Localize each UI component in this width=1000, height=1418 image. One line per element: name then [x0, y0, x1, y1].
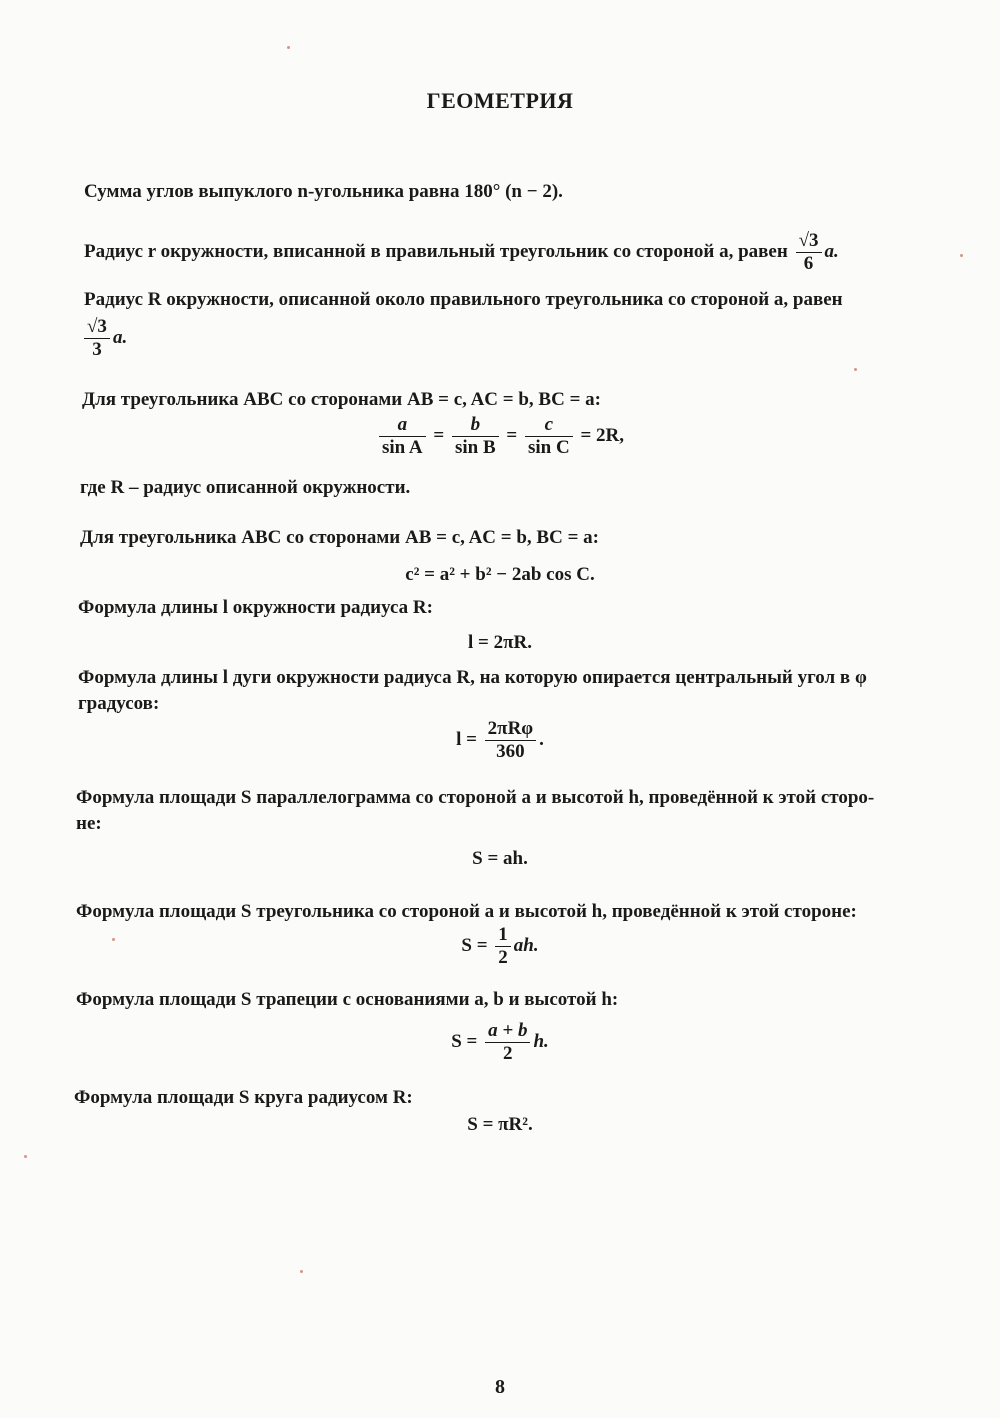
arc-intro-line-1: Формула длины l дуги окружности радиуса R, на которую опирается центральный угол в φ — [78, 667, 867, 688]
paper-speck — [112, 938, 115, 941]
fraction-denominator: sin C — [527, 437, 570, 458]
inscribed-radius-line — [84, 230, 839, 275]
arc-tail: . — [539, 728, 544, 750]
circumscribed-radius-formula — [84, 316, 127, 361]
fraction-numerator: a + b — [485, 1020, 530, 1043]
circumference-intro: Формула длины l окружности радиуса R: — [78, 597, 433, 618]
sine-law-note: где R – радиус описанной окружности. — [80, 477, 411, 498]
triangle-area-fraction — [495, 924, 511, 969]
inscribed-radius-fraction — [796, 230, 822, 275]
fraction-denominator: 2 — [498, 947, 508, 968]
inscribed-radius-text: Радиус r окружности, вписанной в правильный треугольник со стороной a, равен — [84, 240, 788, 262]
fraction-numerator: a — [379, 414, 426, 437]
arc-formula — [0, 718, 1000, 763]
trapezoid-tail: h. — [533, 1030, 549, 1052]
sine-law-formula: $\frac{a}{\text{sin A}}$ = $\frac{b}{\text{sin B}}$ = $\frac{c}{\text{sin C}}$ = 2R, — [0, 414, 1000, 459]
arc-fraction — [485, 718, 537, 763]
inscribed-radius-tail: a. — [824, 240, 839, 262]
circumscribed-radius-fraction — [84, 316, 110, 361]
paper-speck — [287, 46, 290, 49]
sine-law-frac-c — [525, 414, 573, 459]
fraction-denominator: 2 — [503, 1043, 513, 1064]
circumscribed-radius-tail: a. — [112, 326, 128, 348]
cosine-law-intro: Для треугольника ABC со сторонами AB = c, AC = b, BC = a: — [80, 527, 599, 548]
parallelogram-intro-line-1: Формула площади S параллелограмма со стороной a и высотой h, проведённой к этой сторо- — [76, 787, 875, 808]
arc-intro-line-2: градусов: — [78, 693, 160, 714]
fraction-denominator: sin A — [381, 437, 423, 458]
page-title: ГЕОМЕТРИЯ — [426, 88, 574, 113]
trapezoid-intro: Формула площади S трапеции с основаниями a, b и высотой h: — [76, 989, 619, 1010]
fraction-denominator: 6 — [803, 253, 814, 274]
fraction-numerator: √3 — [796, 230, 822, 253]
paper-speck — [960, 254, 963, 257]
circumference-formula: l = 2πR. — [468, 632, 532, 653]
triangle-area-lhs: S = — [461, 934, 488, 956]
circumscribed-radius-text: Радиус R окружности, описанной около правильного треугольника со стороной a, равен — [84, 289, 843, 310]
parallelogram-intro-line-2: не: — [76, 813, 102, 834]
triangle-area-intro: Формула площади S треугольника со стороной a и высотой h, проведённой к этой стороне: — [76, 901, 857, 922]
circle-area-formula: S = πR². — [467, 1114, 533, 1135]
triangle-area-tail: ah. — [513, 934, 539, 956]
circle-area-intro: Формула площади S круга радиусом R: — [74, 1087, 413, 1108]
parallelogram-formula: S = ah. — [472, 848, 528, 869]
fraction-numerator: 2πRφ — [485, 718, 537, 741]
sine-law-intro: Для треугольника ABC со сторонами AB = c, AC = b, BC = a: — [82, 389, 601, 410]
sine-law-frac-b — [452, 414, 499, 459]
arc-lhs: l = — [456, 728, 477, 750]
fraction-denominator: sin B — [454, 437, 496, 458]
sine-law-result: = 2R, — [580, 424, 625, 446]
fraction-numerator: b — [452, 414, 499, 437]
paper-speck — [24, 1155, 27, 1158]
fraction-denominator: 360 — [496, 741, 525, 762]
fraction-numerator: √3 — [84, 316, 110, 339]
paper-speck — [854, 368, 857, 371]
cosine-law-formula: c² = a² + b² − 2ab cos C. — [405, 564, 595, 585]
sine-law-frac-a — [379, 414, 426, 459]
triangle-area-formula — [0, 924, 1000, 969]
trapezoid-formula — [0, 1020, 1000, 1065]
trapezoid-fraction — [485, 1020, 530, 1065]
paper-speck — [300, 1270, 303, 1273]
page-number: 8 — [495, 1376, 505, 1398]
fraction-numerator: 1 — [495, 924, 511, 947]
angles-sum-text: Сумма углов выпуклого n-угольника равна 180° (n − 2). — [84, 181, 563, 202]
fraction-denominator: 3 — [92, 339, 102, 360]
fraction-numerator: c — [525, 414, 573, 437]
trapezoid-lhs: S = — [451, 1030, 478, 1052]
